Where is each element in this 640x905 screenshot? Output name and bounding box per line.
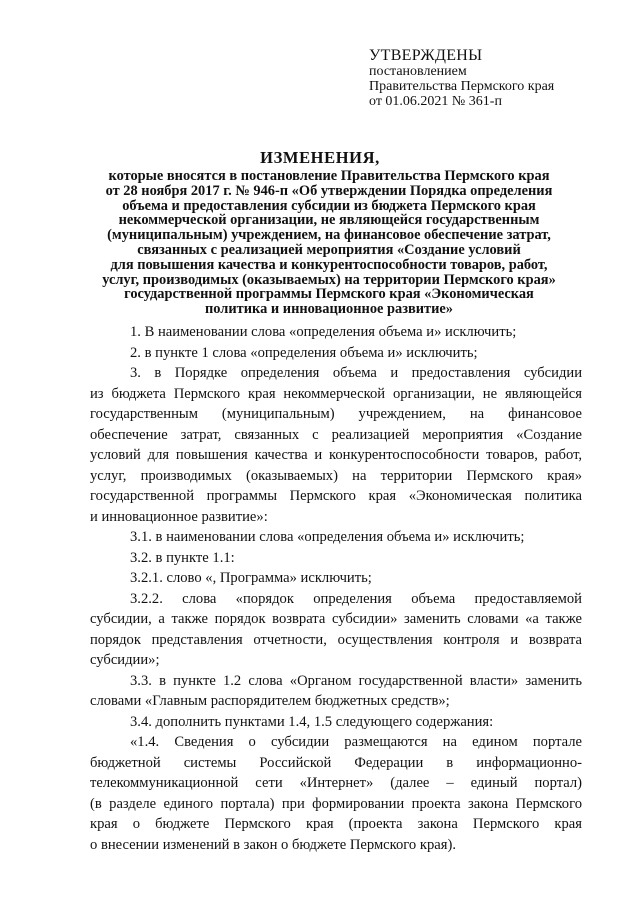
body-line: услуг, производимых (оказываемых) на территории Пермского края» xyxy=(90,467,582,484)
body-line: телекоммуникационной сети «Интернет» (далее – единый портал) xyxy=(90,775,582,791)
document-title: ИЗМЕНЕНИЯ, xyxy=(260,148,380,167)
approval-line: от 01.06.2021 № 361-п xyxy=(369,94,502,109)
body-line: субсидии, а также порядок возврата субсидии» заменить словами «а также xyxy=(90,611,582,627)
body-line: государственным (муниципальным) учреждением, на финансовое xyxy=(90,406,582,422)
approval-heading: УТВЕРЖДЕНЫ xyxy=(369,47,483,64)
approval-line: постановлением xyxy=(369,64,467,79)
body-line: 3.4. дополнить пунктами 1.4, 1.5 следующего содержания: xyxy=(130,713,494,730)
body-line: условий для повышения качества и конкурентоспособности товаров, работ, xyxy=(90,447,582,463)
body-line: 3.2.1. слово «, Программа» исключить; xyxy=(130,570,372,586)
body-line: (в разделе единого портала) при формировании проекта закона Пермского xyxy=(90,795,582,812)
subtitle-line: услуг, производимых (оказываемых) на территории Пермского края» xyxy=(102,271,556,288)
body-line: «1.4. Сведения о субсидии размещаются на едином портале xyxy=(130,734,582,750)
body-line: 1. В наименовании слова «определения объема и» исключить; xyxy=(130,324,517,340)
subtitle-line: политика и инновационное развитие» xyxy=(205,301,453,318)
body-line: из бюджета Пермского края некоммерческой организации, не являющейся xyxy=(90,385,582,402)
body-line: 3. в Порядке определения объема и предоставления субсидии xyxy=(130,365,582,381)
body-line: обеспечение затрат, связанных с реализацией мероприятия «Создание xyxy=(90,426,582,443)
body-line: 3.2.2. слова «порядок определения объема предоставляемой xyxy=(130,590,582,607)
body-line: бюджетной системы Российской Федерации в информационно- xyxy=(90,754,582,771)
approval-line: Правительства Пермского края xyxy=(369,79,555,94)
body-line: края о бюджете Пермского края (проекта закона Пермского края xyxy=(90,816,582,832)
body-line: 2. в пункте 1 слова «определения объема и» исключить; xyxy=(130,344,478,361)
body-line: 3.1. в наименовании слова «определения объема и» исключить; xyxy=(130,529,525,545)
body-line: словами «Главным распорядителем бюджетных средств»; xyxy=(90,693,450,709)
body-line: государственной программы Пермского края «Экономическая политика xyxy=(90,488,582,504)
body-line: 3.2. в пункте 1.1: xyxy=(130,549,235,566)
body-line: 3.3. в пункте 1.2 слова «Органом государственной власти» заменить xyxy=(130,672,582,689)
subtitle-line: государственной программы Пермского края «Экономическая xyxy=(124,286,534,303)
document-subtitle xyxy=(80,169,578,317)
document-body xyxy=(90,322,582,855)
subtitle-line: от 28 ноября 2017 г. № 946-п «Об утверждении Порядка определения xyxy=(105,182,553,199)
body-line: субсидии»; xyxy=(90,652,160,668)
body-line: о внесении изменений в закон о бюджете Пермского края). xyxy=(90,836,456,853)
subtitle-line: некоммерческой организации, не являющейся государственным xyxy=(118,212,540,229)
subtitle-line: связанных с реализацией мероприятия «Создание условий xyxy=(137,241,521,258)
subtitle-line: которые вносятся в постановление Правительства Пермского края xyxy=(108,168,550,184)
body-line: порядок представления отчетности, осуществления контроля и возврата xyxy=(90,631,582,648)
body-line: и инновационное развитие»: xyxy=(90,508,268,525)
approval-stamp xyxy=(369,47,554,109)
subtitle-line: для повышения качества и конкурентоспособности товаров, работ, xyxy=(110,256,548,273)
subtitle-line: (муниципальным) учреждением, на финансовое обеспечение затрат, xyxy=(107,227,551,244)
subtitle-line: объема и предоставления субсидии из бюджета Пермского края xyxy=(122,197,536,214)
